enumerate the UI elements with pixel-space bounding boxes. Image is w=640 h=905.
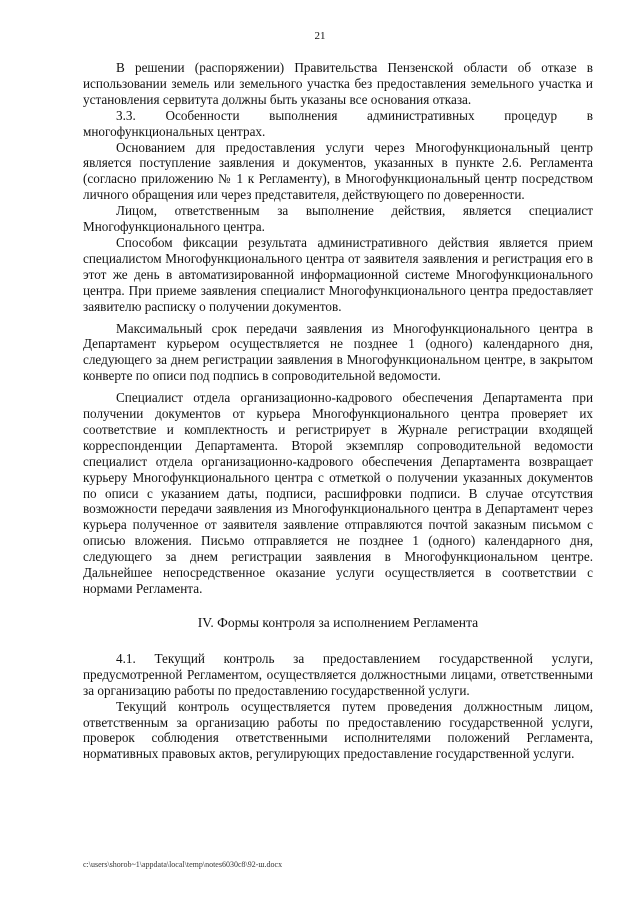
file-path-footer: c:\users\shorob~1\appdata\local\temp\notes6030c8\92-ш.docx — [83, 860, 283, 869]
paragraph: 3.3. Особенности выполнения административных процедур в многофункциональных центрах. — [83, 107, 593, 139]
page-number: 21 — [314, 30, 326, 42]
paragraph: Основанием для предоставления услуги через Многофункциональный центр является поступление заявления и документов, указанных в пункте 2.6. Регламента (согласно приложению № 1 к Регламенту), в Многофункциональный центр посредством личного обращения или через представителя, действующего по доверенности. — [83, 139, 593, 203]
paragraph: Лицом, ответственным за выполнение действия, является специалист Многофункционального центра. — [83, 203, 593, 235]
paragraph: Способом фиксации результата административного действия является прием специалистом Многофункционального центра от заявителя заявления и регистрация его в этот же день в автоматизированной информационной системе Многофункционального центра. При приеме заявления специалист Многофункционального центра предоставляет заявителю расписку о получении документов. — [83, 234, 593, 314]
paragraph: 4.1. Текущий контроль за предоставлением государственной услуги, предусмотренной Регламентом, осуществляется должностными лицами, ответственными за организацию работы по предоставлению государственной услуги. — [83, 650, 593, 698]
paragraph: В решении (распоряжении) Правительства Пензенской области об отказе в использовании земель или земельного участка без предоставления земельного участка и установления сервитута должны быть указаны все основания отказа. — [83, 60, 593, 107]
section-heading: IV. Формы контроля за исполнением Регламента — [197, 614, 479, 630]
paragraph: Максимальный срок передачи заявления из Многофункционального центра в Департамент курьером осуществляется не позднее 1 (одного) календарного дня, следующего за днем регистрации заявления в Многофункциональном центре, в закрытом конверте по описи под подпись в сопроводительной ведомости. — [83, 320, 593, 384]
paragraph: Специалист отдела организационно-кадрового обеспечения Департамента при получении документов от курьера Многофункционального центра проверяет их соответствие и комплектность и регистрирует в Журнале регистрации входящей корреспонденции Департамента. Второй экземпляр сопроводительной ведомости специалист отдела организационно-кадрового обеспечения Департамента возвращает курьеру Многофункционального центра с отметкой о получении указанных документов по описи с указанием даты, подписи, расшифровки подписи. В случае отсутствия возможности передачи заявления из Многофункционального центра в Департамент через курьера полученное от заявителя заявление отправляются почтой заказным письмом с описью вложения. Письмо отправляется не позднее 1 (одного) календарного дня, следующего за днем регистрации заявления в Многофункциональном центре. Дальнейшее непосредственное оказание услуги осуществляется в соответствии с нормами Регламента. — [83, 390, 593, 596]
paragraph: Текущий контроль осуществляется путем проведения должностным лицом, ответственным за организацию работы по предоставлению государственной услуги, проверок соблюдения ответственными исполнителями положений Регламента, нормативных правовых актов, регулирующих предоставление государственной услуги. — [83, 698, 593, 762]
document-body — [83, 60, 593, 762]
